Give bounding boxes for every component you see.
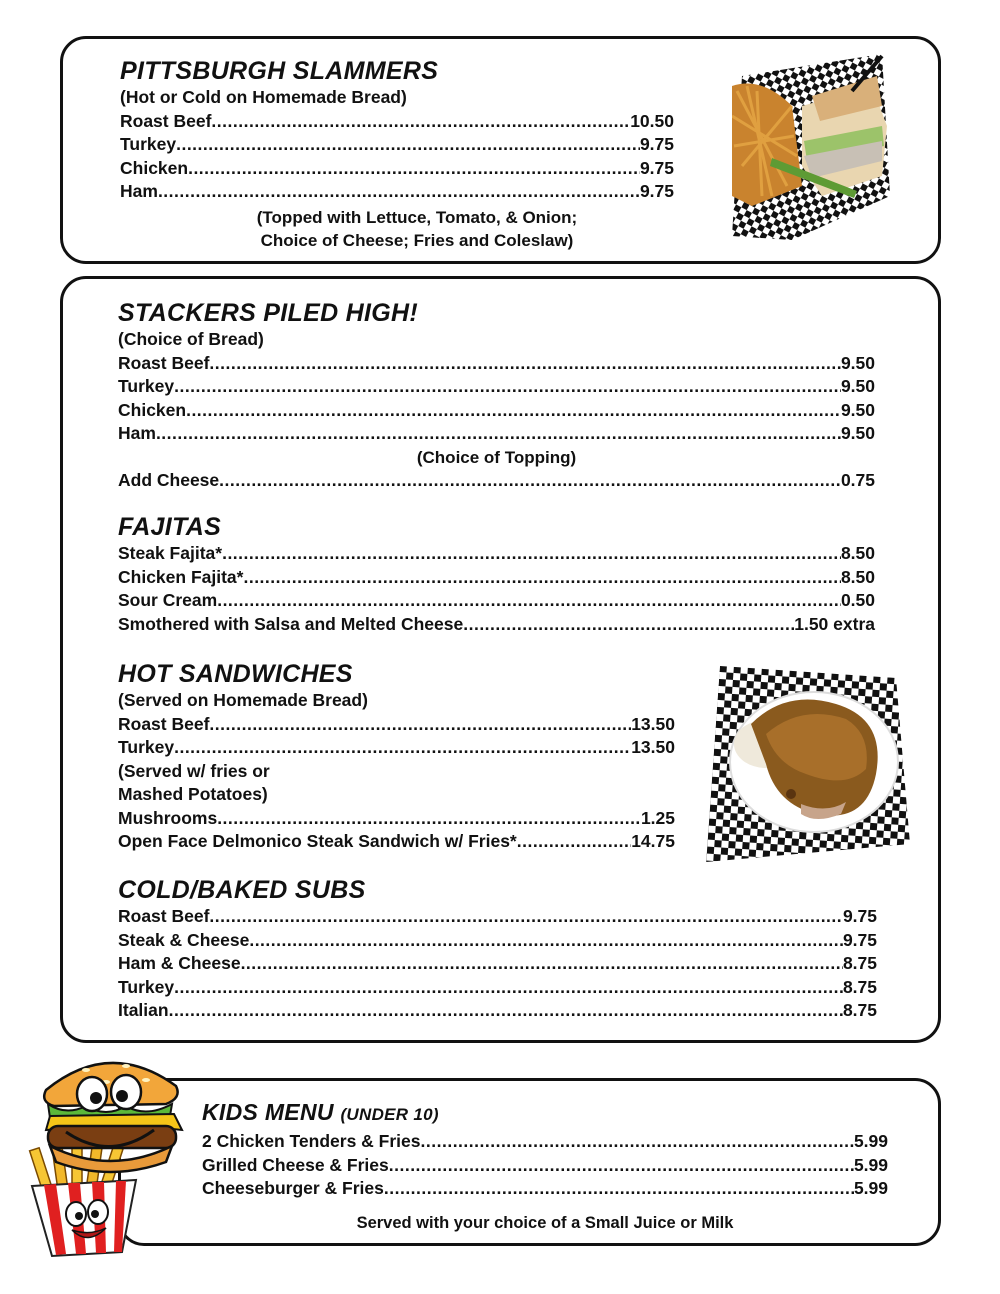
kids-section: [202, 1097, 888, 1235]
item-price: 8.75: [842, 953, 877, 973]
menu-item: [118, 542, 875, 566]
slammers-note-line1: (Topped with Lettuce, Tomato, & Onion;: [256, 207, 578, 227]
menu-item: [120, 133, 674, 157]
item-price: 5.99: [853, 1154, 888, 1175]
menu-item: [118, 469, 875, 493]
item-price: 5.99: [853, 1178, 888, 1198]
item-name: Ham & Cheese: [118, 953, 241, 973]
item-price: 9.75: [842, 906, 877, 926]
item-name: Steak Fajita*: [118, 543, 223, 563]
menu-item: [118, 976, 877, 1000]
kids-title-main: KIDS MENU: [202, 1099, 334, 1125]
item-name: Grilled Cheese & Fries: [202, 1154, 389, 1175]
item-price: 0.75: [840, 469, 875, 490]
menu-item: [202, 1177, 888, 1201]
menu-item: [118, 807, 675, 831]
item-name: Roast Beef: [118, 713, 210, 734]
menu-item: [118, 566, 875, 590]
menu-item: [120, 180, 674, 204]
item-price: 1.50 extra: [794, 613, 875, 634]
item-name: Steak & Cheese: [118, 929, 250, 950]
hot-sandwich-plate-photo: [706, 664, 911, 864]
stackers-title: STACKERS PILED HIGH!: [118, 299, 418, 327]
fajitas-title: FAJITAS: [118, 513, 222, 541]
item-name: Ham: [120, 181, 158, 201]
item-name: Smothered with Salsa and Melted Cheese: [118, 613, 464, 634]
item-name: Open Face Delmonico Steak Sandwich w/ Fries*: [118, 831, 517, 851]
menu-item: [118, 399, 875, 423]
menu-item: [118, 999, 877, 1023]
item-price: 9.50: [840, 376, 875, 396]
hot-served-note-line1: (Served w/ fries or: [118, 760, 270, 781]
hot-sandwiches-title: HOT SANDWICHES: [118, 660, 353, 688]
item-price: 13.50: [631, 713, 675, 734]
menu-item: [202, 1154, 888, 1178]
menu-item: [118, 736, 675, 760]
item-name: Roast Beef: [118, 906, 210, 926]
item-name: Turkey: [120, 134, 177, 154]
item-price: 5.99: [853, 1131, 888, 1151]
item-price: 9.75: [639, 157, 674, 178]
menu-item: [118, 352, 875, 376]
item-price: 8.50: [840, 566, 875, 587]
item-name: Turkey: [118, 737, 175, 757]
item-price: 8.50: [840, 543, 875, 563]
item-name: Italian: [118, 1000, 169, 1020]
menu-item: [118, 830, 675, 854]
kids-title: [202, 1097, 888, 1130]
hot-sandwiches-subtitle: (Served on Homemade Bread): [118, 690, 368, 710]
fajitas-section: [118, 512, 875, 636]
item-price: 0.50: [840, 590, 875, 610]
item-name: Turkey: [118, 976, 175, 997]
item-name: Roast Beef: [120, 110, 212, 131]
hot-sandwiches-section: [118, 659, 675, 854]
menu-item: [118, 375, 875, 399]
item-price: 9.75: [639, 134, 674, 154]
item-price: 10.50: [630, 110, 674, 131]
item-price: 9.75: [842, 929, 877, 950]
cartoon-burger-fries-illustration: [26, 1046, 196, 1260]
fries-icon: [30, 1138, 136, 1256]
sandwich-basket-photo: [732, 46, 892, 240]
menu-item: [120, 157, 674, 181]
stackers-topping-note: (Choice of Topping): [416, 447, 577, 467]
item-price: 13.50: [631, 737, 675, 757]
slammers-note-line2: Choice of Cheese; Fries and Coleslaw): [260, 230, 574, 250]
item-name: Turkey: [118, 376, 175, 396]
menu-item: [118, 905, 877, 929]
stackers-section: [118, 298, 875, 492]
menu-item: [118, 422, 875, 446]
item-name: Cheeseburger & Fries: [202, 1178, 384, 1198]
menu-item: [202, 1130, 888, 1154]
hot-served-note-line2: Mashed Potatoes): [118, 784, 268, 804]
menu-item: [120, 110, 674, 134]
slammers-title: PITTSBURGH SLAMMERS: [120, 57, 439, 85]
item-price: 8.75: [842, 976, 877, 997]
slammers-subtitle: (Hot or Cold on Homemade Bread): [120, 87, 407, 107]
menu-item: [118, 613, 875, 637]
item-price: 9.50: [840, 352, 875, 373]
item-name: Ham: [118, 423, 156, 443]
menu-item: [118, 929, 877, 953]
slammers-section: [120, 56, 674, 252]
item-price: 9.50: [840, 423, 875, 443]
item-price: 1.25: [640, 807, 675, 828]
item-price: 14.75: [631, 831, 675, 851]
kids-title-age: (UNDER 10): [340, 1105, 439, 1124]
menu-item: [118, 589, 875, 613]
item-name: Chicken Fajita*: [118, 566, 244, 587]
menu-item: [118, 952, 877, 976]
item-price: 8.75: [842, 1000, 877, 1020]
item-price: 9.75: [639, 181, 674, 201]
subs-title: COLD/BAKED SUBS: [118, 876, 366, 904]
item-name: Chicken: [120, 157, 189, 178]
item-name: 2 Chicken Tenders & Fries: [202, 1131, 421, 1151]
item-name: Roast Beef: [118, 352, 210, 373]
item-name: Add Cheese: [118, 469, 220, 490]
kids-note: Served with your choice of a Small Juice or Milk: [356, 1213, 734, 1232]
item-price: 9.50: [840, 399, 875, 420]
item-name: Chicken: [118, 399, 187, 420]
subs-section: [118, 875, 877, 1023]
menu-item: [118, 713, 675, 737]
stackers-subtitle: (Choice of Bread): [118, 329, 264, 349]
item-name: Sour Cream: [118, 590, 218, 610]
item-name: Mushrooms: [118, 807, 218, 828]
